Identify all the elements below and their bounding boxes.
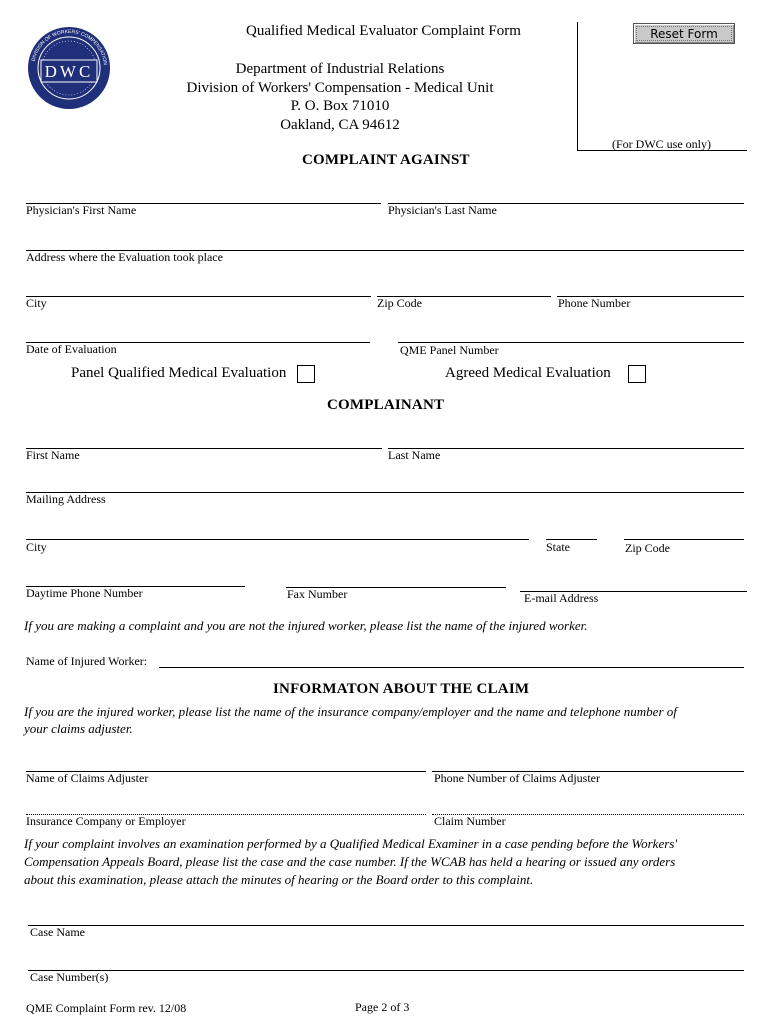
qme-panel-number-input[interactable] [398,325,748,343]
case-name-input[interactable] [28,908,748,926]
address-line-4: Oakland, CA 94612 [280,117,400,133]
agreed-me-label: Agreed Medical Evaluation [445,365,611,381]
complaint-against-heading: COMPLAINT AGAINST [302,152,470,168]
date-of-evaluation-label: Date of Evaluation [26,342,117,356]
fax-number-input[interactable] [286,570,510,588]
address-line-1: Department of Industrial Relations [235,61,445,77]
claims-adjuster-phone-label: Phone Number of Claims Adjuster [434,771,600,785]
physician-city-line [26,296,371,297]
case-number-label: Case Number(s) [30,970,109,984]
dwc-use-only-label: (For DWC use only) [612,137,711,151]
page-number: Page 2 of 3 [355,1000,410,1014]
complainant-city-input[interactable] [26,522,533,540]
form-revision: QME Complaint Form rev. 12/08 [26,1001,187,1015]
complainant-city-label: City [26,540,47,554]
address-line-3: P. O. Box 71010 [290,98,390,114]
dwc-use-box-border [577,22,578,150]
complainant-first-name-label: First Name [26,448,80,462]
physician-zip-input[interactable] [377,279,555,297]
fax-number-label: Fax Number [287,587,348,601]
claim-info-instruction-2: your claims adjuster. [24,721,133,736]
physician-first-name-input[interactable] [26,186,385,204]
panel-qme-label: Panel Qualified Medical Evaluation [71,365,287,381]
claim-number-label: Claim Number [434,814,506,828]
complainant-zip-input[interactable] [624,522,748,540]
complainant-state-input[interactable] [546,522,601,540]
email-address-label: E-mail Address [524,591,599,605]
wcab-instruction-1: If your complaint involves an examination performed by a Qualified Medical Examiner in a case pending before the Workers' [24,836,678,851]
claims-adjuster-name-input[interactable] [26,754,430,772]
agreed-me-checkbox[interactable] [628,365,646,383]
claim-info-heading: INFORMATON ABOUT THE CLAIM [273,681,530,697]
complainant-last-name-input[interactable] [388,431,748,449]
complainant-zip-label: Zip Code [625,541,670,555]
date-of-evaluation-input[interactable] [26,325,374,343]
insurance-company-input[interactable] [26,797,430,815]
insurance-company-label: Insurance Company or Employer [26,814,186,828]
physician-city-input[interactable] [26,279,375,297]
complainant-state-label: State [546,540,570,554]
physician-city-label: City [26,296,47,310]
qme-panel-number-label: QME Panel Number [400,343,499,357]
physician-zip-label: Zip Code [377,296,422,310]
daytime-phone-input[interactable] [26,569,249,587]
case-number-input[interactable] [28,953,748,971]
injured-worker-label: Name of Injured Worker: [26,654,148,668]
complainant-zip-line [624,539,744,540]
case-name-label: Case Name [30,925,85,939]
email-address-input[interactable] [520,574,751,592]
injured-worker-name-line [159,667,744,668]
complainant-heading: COMPLAINANT [327,397,445,413]
reset-form-button[interactable]: Reset Form [633,23,735,44]
not-injured-worker-note: If you are making a complaint and you are not the injured worker, please list the name of the injured worker. [24,618,588,633]
panel-qme-checkbox[interactable] [297,365,315,383]
mailing-address-line [26,492,744,493]
daytime-phone-label: Daytime Phone Number [26,586,143,600]
physician-first-name-label: Physician's First Name [26,203,137,217]
form-title: Qualified Medical Evaluator Complaint Form [246,23,521,39]
complainant-first-name-input[interactable] [26,431,386,449]
claim-number-input[interactable] [432,797,748,815]
case-number-line [28,970,744,971]
wcab-instruction-2: Compensation Appeals Board, please list the case and the case number. If the WCAB has held a hearing or issued any orders [24,854,676,869]
evaluation-address-label: Address where the Evaluation took place [26,250,223,264]
claims-adjuster-phone-input[interactable] [432,754,748,772]
wcab-instruction-3: about this examination, please attach the minutes of hearing or the Board order to this complaint. [24,872,534,887]
complainant-last-name-label: Last Name [388,448,441,462]
address-line-2: Division of Workers' Compensation - Medical Unit [186,80,494,96]
complainant-city-line [26,539,529,540]
mailing-address-input[interactable] [26,475,748,493]
complainant-last-name-line [388,448,744,449]
physician-last-name-label: Physician's Last Name [388,203,497,217]
case-name-line [28,925,744,926]
physician-last-name-input[interactable] [388,186,748,204]
claim-info-instruction-1: If you are the injured worker, please list the name of the insurance company/employer and the name and telephone number of [24,704,677,719]
physician-phone-input[interactable] [557,279,748,297]
logo-text: DWC [44,62,94,81]
claims-adjuster-name-label: Name of Claims Adjuster [26,771,149,785]
mailing-address-label: Mailing Address [26,492,106,506]
evaluation-address-input[interactable] [26,233,748,251]
logo-ring-text: DIVISION OF WORKERS' COMPENSATION [30,28,108,66]
physician-phone-label: Phone Number [558,296,631,310]
